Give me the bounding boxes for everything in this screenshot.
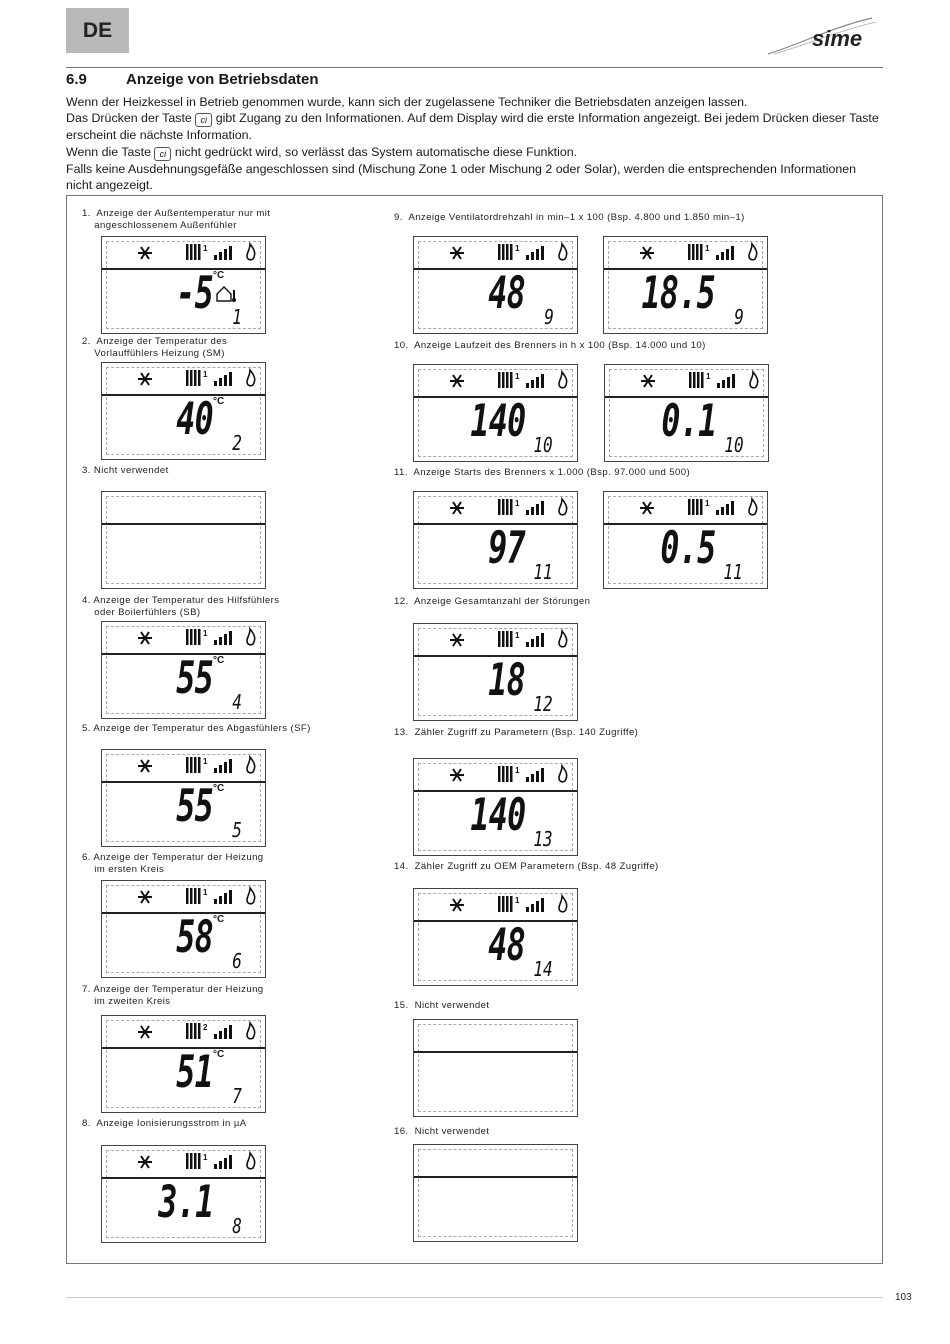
item-label-4: 4. Anzeige der Temperatur des Hilfsfühlers oder Boilerfühlers (SB) xyxy=(82,595,280,618)
lcd-value: 3.1 xyxy=(157,1177,213,1228)
flame-icon xyxy=(247,1023,255,1039)
flame-icon xyxy=(749,499,757,515)
lcd-unit: °C xyxy=(213,783,225,794)
snowflake-icon xyxy=(450,502,464,514)
lcd-display xyxy=(101,362,266,460)
item-label-1: 1. Anzeige der Außentemperatur nur mit angeschlossenem Außenfühler xyxy=(82,208,271,231)
snowflake-icon xyxy=(138,1026,152,1038)
signal-bars-icon xyxy=(526,768,544,782)
lcd-status-icons xyxy=(414,495,577,519)
lcd-info-index: 13 xyxy=(533,827,553,851)
lcd-info-index: 2 xyxy=(232,431,242,455)
lcd-info-index: 14 xyxy=(533,957,553,981)
signal-bars-icon xyxy=(526,633,544,647)
lcd-status-icons xyxy=(605,368,768,392)
radiator-icon xyxy=(186,757,201,773)
sime-logo xyxy=(760,14,890,60)
lcd-display xyxy=(603,491,768,589)
signal-bars-icon xyxy=(214,890,232,904)
svg-text:1: 1 xyxy=(203,888,208,897)
radiator-icon xyxy=(186,1153,201,1169)
radiator-icon xyxy=(498,896,513,912)
lcd-info-index: 9 xyxy=(544,305,554,329)
svg-text:1: 1 xyxy=(203,629,208,638)
lcd-value: 55 xyxy=(176,653,213,704)
svg-text:1: 1 xyxy=(515,896,520,905)
section-title: Anzeige von Betriebsdaten xyxy=(126,71,319,88)
info-key-icon: ci xyxy=(154,147,171,161)
lcd-status-icons xyxy=(102,1149,265,1173)
lcd-info-index: 9 xyxy=(734,305,744,329)
lcd-status-icons xyxy=(604,240,767,264)
item-label-8: 8. Anzeige Ionisierungsstrom in µA xyxy=(82,1118,247,1129)
svg-text:1: 1 xyxy=(203,244,208,253)
lcd-display xyxy=(101,621,266,719)
lcd-display xyxy=(101,880,266,978)
lcd-display xyxy=(413,364,578,462)
item-label-7: 7. Anzeige der Temperatur der Heizung im zweiten Kreis xyxy=(82,984,264,1007)
lcd-value: 140 xyxy=(469,396,525,447)
lcd-status-icons xyxy=(102,625,265,649)
item-label-6: 6. Anzeige der Temperatur der Heizung im ersten Kreis xyxy=(82,852,264,875)
snowflake-icon xyxy=(138,891,152,903)
radiator-icon xyxy=(498,244,513,260)
svg-text:1: 1 xyxy=(706,372,711,381)
lcd-value: 0.1 xyxy=(660,396,716,447)
item-label-10: 10. Anzeige Laufzeit des Brenners in h x 100 (Bsp. 14.000 und 10) xyxy=(394,340,706,351)
lcd-status-icons xyxy=(604,495,767,519)
snowflake-icon xyxy=(138,373,152,385)
svg-text:1: 1 xyxy=(515,766,520,775)
lcd-info-index: 7 xyxy=(232,1084,242,1108)
signal-bars-icon xyxy=(526,898,544,912)
item-label-15: 15. Nicht verwendet xyxy=(394,1000,490,1011)
svg-text:1: 1 xyxy=(203,370,208,379)
header-rule xyxy=(66,67,883,68)
intro-paragraph: Wenn die Taste ci nicht gedrückt wird, so verlässt das System automatische diese Funktion. xyxy=(66,144,578,159)
signal-bars-icon xyxy=(214,1155,232,1169)
page-number: 103 xyxy=(895,1292,912,1303)
lcd-value: 140 xyxy=(469,790,525,841)
lcd-status-icons xyxy=(102,1019,265,1043)
item-label-16: 16. Nicht verwendet xyxy=(394,1126,490,1137)
flame-icon xyxy=(559,766,567,782)
signal-bars-icon xyxy=(214,372,232,386)
lcd-display xyxy=(413,491,578,589)
radiator-icon xyxy=(186,1023,201,1039)
svg-text:sime: sime xyxy=(812,26,863,51)
lcd-display xyxy=(413,888,578,986)
lcd-display xyxy=(413,236,578,334)
lcd-value: 0.5 xyxy=(659,523,715,574)
lcd-info-index: 6 xyxy=(232,949,242,973)
signal-bars-icon xyxy=(716,246,734,260)
item-label-14: 14. Zähler Zugriff zu OEM Parametern (Bsp. 48 Zugriffe) xyxy=(394,861,659,872)
snowflake-icon xyxy=(450,375,464,387)
snowflake-icon xyxy=(138,632,152,644)
item-label-11: 11. Anzeige Starts des Brenners x 1.000 (Bsp. 97.000 und 500) xyxy=(394,467,691,478)
signal-bars-icon xyxy=(214,631,232,645)
lcd-info-index: 10 xyxy=(724,433,744,457)
flame-icon xyxy=(247,370,255,386)
outdoor-house-thermometer-icon xyxy=(215,285,237,303)
lcd-unit: °C xyxy=(213,655,225,666)
intro-paragraph: Das Drücken der Taste ci gibt Zugang zu den Informationen. Auf dem Display wird die erste Information angezeigt. Bei jedem Drücken dieser Taste erscheint die nächste Information. xyxy=(66,111,879,143)
svg-text:1: 1 xyxy=(515,244,520,253)
snowflake-icon xyxy=(138,1156,152,1168)
radiator-icon xyxy=(186,370,201,386)
lcd-inner-frame xyxy=(106,496,261,584)
lcd-separator xyxy=(414,1176,577,1178)
lcd-value: 18.5 xyxy=(641,268,715,319)
intro-paragraph: Falls keine Ausdehnungsgefäße angeschlossen sind (Mischung Zone 1 oder Mischung 2 oder Solar), werden die entsprechenden Informationen nicht angezeigt. xyxy=(66,161,857,193)
lcd-value: 48 xyxy=(488,268,525,319)
snowflake-icon xyxy=(138,247,152,259)
lcd-display xyxy=(101,236,266,334)
flame-icon xyxy=(750,372,758,388)
snowflake-icon xyxy=(450,247,464,259)
flame-icon xyxy=(247,757,255,773)
lcd-status-icons xyxy=(102,366,265,390)
lcd-display-empty xyxy=(101,491,266,589)
item-label-3: 3. Nicht verwendet xyxy=(82,465,169,476)
lcd-info-index: 8 xyxy=(232,1214,242,1238)
radiator-icon xyxy=(186,888,201,904)
info-key-icon: ci xyxy=(195,113,212,127)
radiator-icon xyxy=(688,244,703,260)
snowflake-icon xyxy=(450,899,464,911)
lcd-unit: °C xyxy=(213,270,225,281)
lcd-info-index: 11 xyxy=(723,560,743,584)
lcd-display xyxy=(603,236,768,334)
lcd-separator xyxy=(414,1051,577,1053)
lcd-value: 18 xyxy=(488,655,525,706)
lcd-value: 51 xyxy=(176,1047,213,1098)
lcd-info-index: 10 xyxy=(533,433,553,457)
lcd-display xyxy=(101,749,266,847)
radiator-icon xyxy=(498,631,513,647)
lcd-info-index: 4 xyxy=(232,690,242,714)
signal-bars-icon xyxy=(526,374,544,388)
flame-icon xyxy=(559,896,567,912)
item-label-5: 5. Anzeige der Temperatur des Abgasfühlers (SF) xyxy=(82,723,311,734)
radiator-icon xyxy=(498,766,513,782)
lcd-display xyxy=(604,364,769,462)
signal-bars-icon xyxy=(214,759,232,773)
flame-icon xyxy=(247,888,255,904)
svg-text:1: 1 xyxy=(203,1153,208,1162)
section-number: 6.9 xyxy=(66,71,87,88)
lcd-status-icons xyxy=(102,884,265,908)
svg-text:1: 1 xyxy=(705,499,710,508)
lcd-value: 40 xyxy=(176,394,213,445)
lcd-value: 58 xyxy=(176,912,213,963)
snowflake-icon xyxy=(640,247,654,259)
lcd-status-icons xyxy=(414,627,577,651)
signal-bars-icon xyxy=(214,246,232,260)
svg-text:1: 1 xyxy=(515,372,520,381)
snowflake-icon xyxy=(138,760,152,772)
signal-bars-icon xyxy=(526,246,544,260)
flame-icon xyxy=(247,244,255,260)
section-heading xyxy=(66,71,319,88)
intro-text xyxy=(66,94,883,194)
lcd-value: -5 xyxy=(176,268,213,319)
svg-text:1: 1 xyxy=(515,631,520,640)
flame-icon xyxy=(749,244,757,260)
lcd-value: 48 xyxy=(488,920,525,971)
lcd-status-icons xyxy=(414,240,577,264)
snowflake-icon xyxy=(641,375,655,387)
lcd-unit: °C xyxy=(213,914,225,925)
lcd-display xyxy=(101,1015,266,1113)
item-label-9: 9. Anzeige Ventilatordrehzahl in min–1 x 100 (Bsp. 4.800 und 1.850 min–1) xyxy=(394,212,745,223)
lcd-display-empty xyxy=(413,1019,578,1117)
snowflake-icon xyxy=(450,769,464,781)
item-label-12: 12. Anzeige Gesamtanzahl der Störungen xyxy=(394,596,591,607)
lcd-display xyxy=(101,1145,266,1243)
lcd-status-icons xyxy=(414,368,577,392)
lcd-display xyxy=(413,623,578,721)
lcd-status-icons xyxy=(414,892,577,916)
snowflake-icon xyxy=(640,502,654,514)
signal-bars-icon xyxy=(526,501,544,515)
flame-icon xyxy=(247,1153,255,1169)
lcd-inner-frame xyxy=(418,1024,573,1112)
lcd-status-icons xyxy=(102,753,265,777)
lcd-info-index: 11 xyxy=(533,560,553,584)
lcd-info-index: 12 xyxy=(533,692,553,716)
radiator-icon xyxy=(186,244,201,260)
flame-icon xyxy=(559,499,567,515)
signal-bars-icon xyxy=(716,501,734,515)
footer-rule xyxy=(66,1297,883,1298)
radiator-icon xyxy=(498,372,513,388)
lcd-value: 97 xyxy=(488,523,525,574)
radiator-icon xyxy=(498,499,513,515)
svg-text:1: 1 xyxy=(705,244,710,253)
flame-icon xyxy=(559,244,567,260)
lcd-separator xyxy=(102,523,265,525)
radiator-icon xyxy=(688,499,703,515)
item-label-2: 2. Anzeige der Temperatur des Vorlauffühlers Heizung (SM) xyxy=(82,336,228,359)
language-tab: DE xyxy=(66,8,129,53)
lcd-inner-frame xyxy=(418,1149,573,1237)
lcd-display-empty xyxy=(413,1144,578,1242)
lcd-info-index: 5 xyxy=(232,818,242,842)
lcd-status-icons xyxy=(102,240,265,264)
intro-paragraph: Wenn der Heizkessel in Betrieb genommen wurde, kann sich der zugelassene Techniker die Betriebsdaten anzeigen lassen. xyxy=(66,95,748,109)
svg-text:1: 1 xyxy=(515,499,520,508)
lcd-unit: °C xyxy=(213,1049,225,1060)
snowflake-icon xyxy=(450,634,464,646)
signal-bars-icon xyxy=(717,374,735,388)
lcd-display xyxy=(413,758,578,856)
lcd-status-icons xyxy=(414,762,577,786)
svg-text:1: 1 xyxy=(203,757,208,766)
lcd-info-index: 1 xyxy=(232,305,242,329)
flame-icon xyxy=(559,631,567,647)
signal-bars-icon xyxy=(214,1025,232,1039)
svg-text:2: 2 xyxy=(203,1023,208,1032)
radiator-icon xyxy=(689,372,704,388)
lcd-unit: °C xyxy=(213,396,225,407)
radiator-icon xyxy=(186,629,201,645)
lcd-value: 55 xyxy=(176,781,213,832)
flame-icon xyxy=(247,629,255,645)
flame-icon xyxy=(559,372,567,388)
item-label-13: 13. Zähler Zugriff zu Parametern (Bsp. 140 Zugriffe) xyxy=(394,727,639,738)
